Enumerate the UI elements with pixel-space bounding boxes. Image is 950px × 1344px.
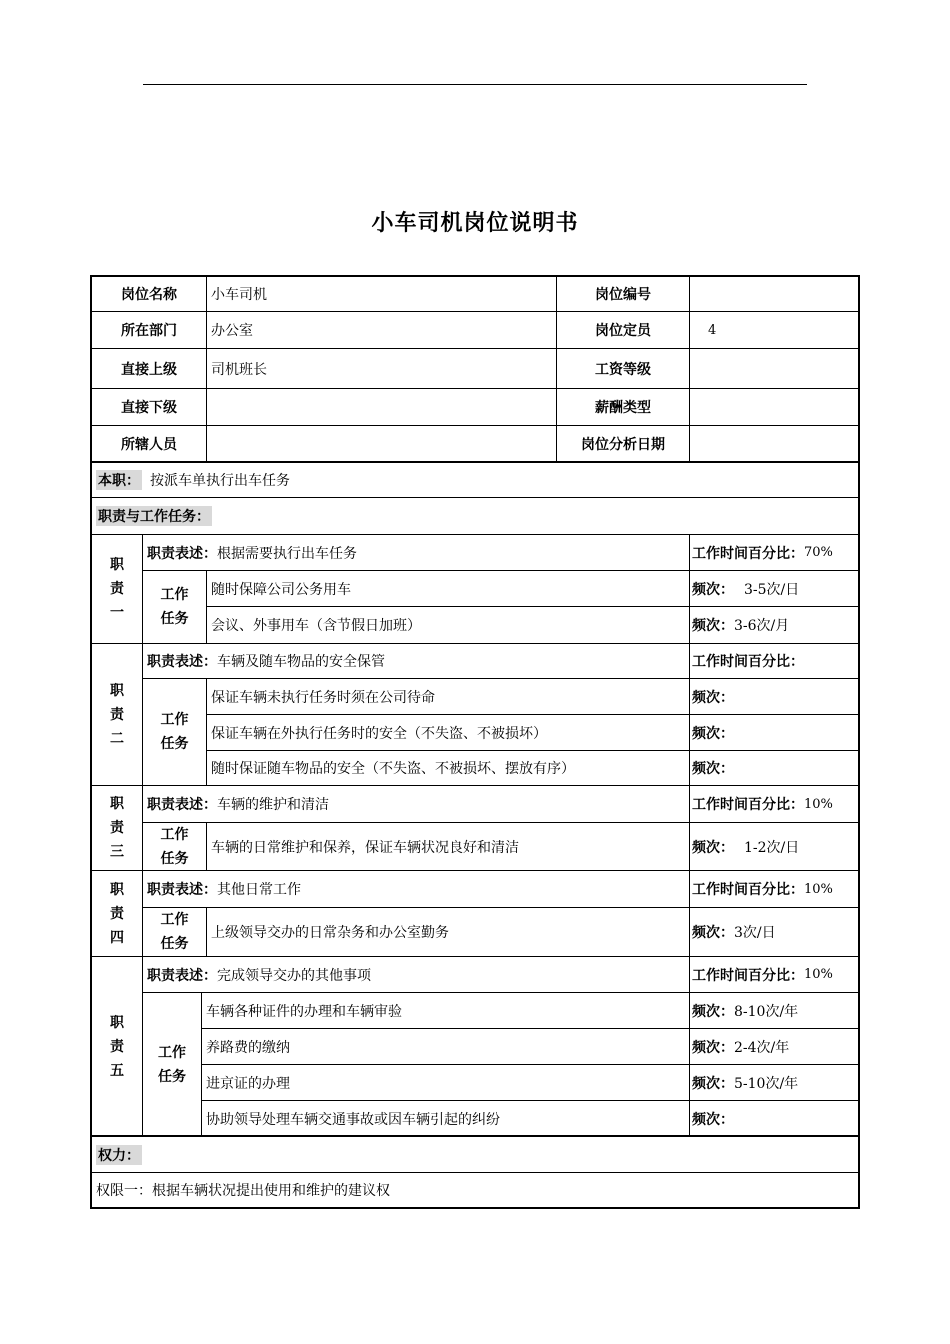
duty-3-statement: 职责表述： 车辆的维护和清洁 (142, 785, 690, 823)
duty-5-task-3: 进京证的办理 (201, 1064, 690, 1101)
duty-3-task-1-freq: 频次： 1-2次/日 (689, 822, 859, 871)
powers-label: 权力： (96, 1145, 142, 1165)
staff-value (206, 425, 557, 462)
duty-1-task-1: 随时保障公司公务用车 (206, 570, 690, 607)
duty-1-statement: 职责表述： 根据需要执行出车任务 (142, 534, 690, 571)
duty-5-task-2-freq: 频次： 2-4次/年 (689, 1028, 859, 1065)
dept-value: 办公室 (206, 311, 557, 349)
pay-type-value (689, 388, 859, 426)
duty-4-statement: 职责表述： 其他日常工作 (142, 870, 690, 908)
duty-2-task-1: 保证车辆未执行任务时须在公司待命 (206, 678, 690, 715)
duty-3-work-task-label: 工作任务 (142, 822, 207, 871)
duty-3-time-pct: 工作时间百分比： 10% (689, 785, 859, 823)
pay-type-label: 薪酬类型 (556, 388, 690, 426)
duty-4-label: 职责四 (91, 870, 143, 957)
analysis-date-value (689, 425, 859, 462)
superior-value: 司机班长 (206, 348, 557, 389)
duty-1-task-2: 会议、外事用车（含节假日加班） (206, 606, 690, 644)
job-code-value (689, 276, 859, 312)
duty-1-work-task-label: 工作任务 (142, 570, 207, 644)
duty-5-task-1: 车辆各种证件的办理和车辆审验 (201, 992, 690, 1029)
subordinate-label: 直接下级 (91, 388, 207, 426)
powers-row (91, 1136, 859, 1173)
duty-5-task-4-freq: 频次： (689, 1100, 859, 1137)
duty-5-task-4: 协助领导处理车辆交通事故或因车辆引起的纠纷 (201, 1100, 690, 1137)
duty-5-task-2: 养路费的缴纳 (201, 1028, 690, 1065)
duty-5-task-3-freq: 频次： 5-10次/年 (689, 1064, 859, 1101)
duty-5-work-task-label: 工作任务 (142, 992, 202, 1137)
job-name-value: 小车司机 (206, 276, 557, 312)
main-duty-row (91, 461, 859, 498)
job-name-label: 岗位名称 (91, 276, 207, 312)
duty-2-task-1-freq: 频次： (689, 678, 859, 715)
duty-1-time-pct: 工作时间百分比： 70% (689, 534, 859, 571)
duty-1-task-2-freq: 频次： 3-6次/月 (689, 606, 859, 644)
staff-label: 所辖人员 (91, 425, 207, 462)
subordinate-value (206, 388, 557, 426)
duty-3-label: 职责三 (91, 785, 143, 871)
document-title: 小车司机岗位说明书 (371, 211, 579, 236)
duties-header: 职责与工作任务： (96, 506, 212, 526)
duty-4-work-task-label: 工作任务 (142, 907, 207, 957)
job-code-label: 岗位编号 (556, 276, 690, 312)
headcount-label: 岗位定员 (556, 311, 690, 349)
duty-4-task-1-freq: 频次： 3次/日 (689, 907, 859, 957)
duty-5-time-pct: 工作时间百分比： 10% (689, 956, 859, 993)
duty-2-statement: 职责表述： 车辆及随车物品的安全保管 (142, 643, 690, 679)
duty-1-label: 职责一 (91, 534, 143, 644)
main-duty-text: 按派车单执行出车任务 (150, 472, 290, 489)
salary-grade-label: 工资等级 (556, 348, 690, 389)
duty-2-task-2: 保证车辆在外执行任务时的安全（不失盗、不被损坏） (206, 714, 690, 751)
power-item-1: 权限一：根据车辆状况提出使用和维护的建议权 (91, 1172, 859, 1208)
duty-4-time-pct: 工作时间百分比： 10% (689, 870, 859, 908)
superior-label: 直接上级 (91, 348, 207, 389)
duty-2-task-2-freq: 频次： (689, 714, 859, 751)
duty-2-task-3: 随时保证随车物品的安全（不失盗、不被损坏、摆放有序） (206, 750, 690, 786)
duty-4-task-1: 上级领导交办的日常杂务和办公室勤务 (206, 907, 690, 957)
duty-5-label: 职责五 (91, 956, 143, 1137)
duty-2-time-pct: 工作时间百分比： (689, 643, 859, 679)
duty-5-task-1-freq: 频次： 8-10次/年 (689, 992, 859, 1029)
duty-3-task-1: 车辆的日常维护和保养，保证车辆状况良好和清洁 (206, 822, 690, 871)
dept-label: 所在部门 (91, 311, 207, 349)
main-duty-label: 本职： (96, 470, 142, 490)
analysis-date-label: 岗位分析日期 (556, 425, 690, 462)
duty-1-task-1-freq: 频次： 3-5次/日 (689, 570, 859, 607)
duty-2-task-3-freq: 频次： (689, 750, 859, 786)
headcount-value: 4 (689, 311, 859, 349)
header-rule (143, 84, 807, 85)
duty-5-statement: 职责表述： 完成领导交办的其他事项 (142, 956, 690, 993)
duty-2-work-task-label: 工作任务 (142, 678, 207, 786)
duty-2-label: 职责二 (91, 643, 143, 786)
salary-grade-value (689, 348, 859, 389)
duties-header-row (91, 497, 859, 535)
